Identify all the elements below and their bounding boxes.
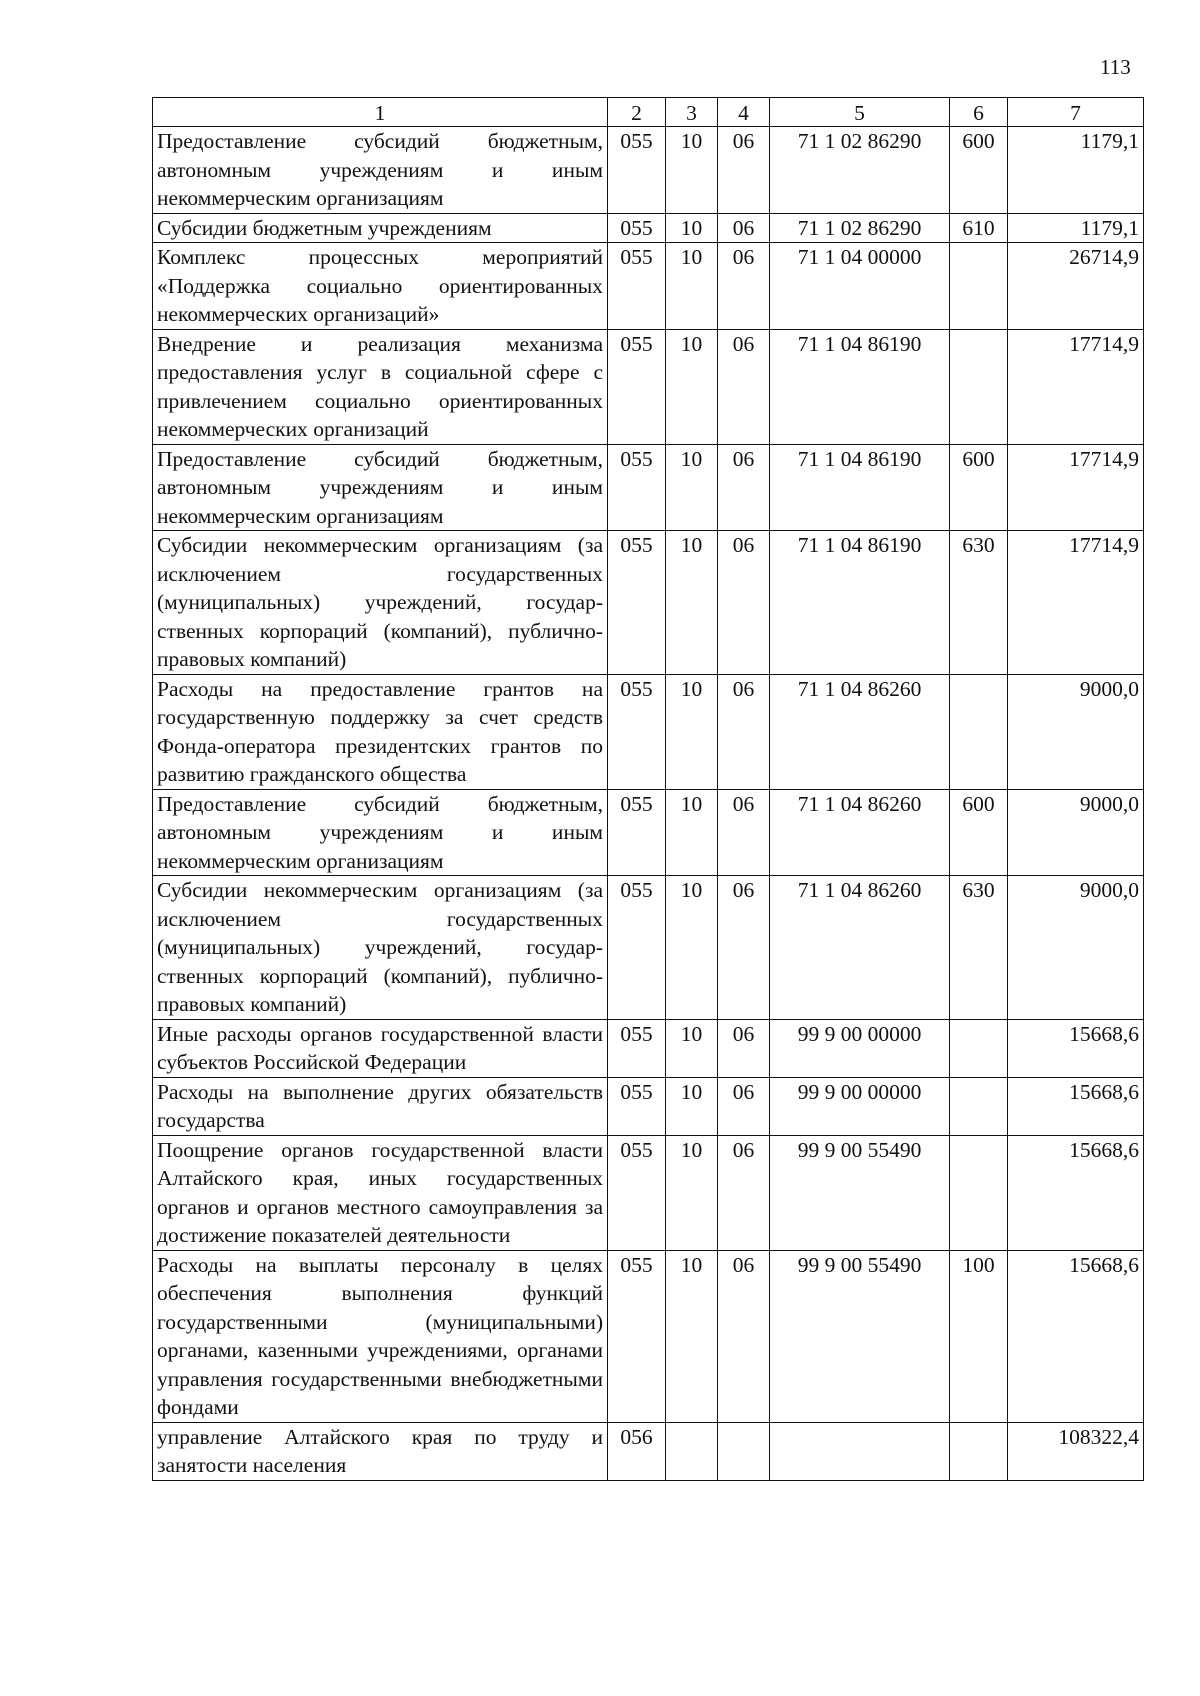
subsection-code-cell [718,1422,770,1480]
table-row [153,329,1144,444]
ministry-code-cell: 055 [608,329,666,444]
ministry-code-cell: 055 [608,1135,666,1250]
column-header-1: 1 [153,98,608,127]
section-code-cell: 10 [666,329,718,444]
subsection-code-cell: 06 [718,531,770,675]
expense-name-cell: Предоставление субсидий бюджетным, автономным учреждениям и иным некоммерческим организациям [153,127,608,214]
ministry-code-cell: 055 [608,531,666,675]
page-number: 113 [1100,55,1131,79]
target-article-cell: 71 1 04 86190 [770,329,950,444]
subsection-code-cell: 06 [718,674,770,789]
section-code-cell: 10 [666,127,718,214]
table-row [153,127,1144,214]
ministry-code-cell: 055 [608,674,666,789]
subsection-code-cell: 06 [718,243,770,330]
budget-table [152,97,1144,1481]
target-article-cell: 99 9 00 00000 [770,1077,950,1135]
target-article-cell: 99 9 00 55490 [770,1135,950,1250]
section-code-cell: 10 [666,1135,718,1250]
amount-cell: 108322,4 [1008,1422,1144,1480]
expense-name-cell: Предоставление субсидий бюджетным, автономным учреждениям и иным некоммерческим организациям [153,789,608,876]
table-row [153,1077,1144,1135]
subsection-code-cell: 06 [718,329,770,444]
section-code-cell: 10 [666,789,718,876]
ministry-code-cell: 056 [608,1422,666,1480]
ministry-code-cell: 055 [608,789,666,876]
amount-cell: 1179,1 [1008,213,1144,243]
expense-type-cell [950,674,1008,789]
expense-type-cell: 100 [950,1250,1008,1422]
target-article-cell: 71 1 04 00000 [770,243,950,330]
expense-type-cell: 610 [950,213,1008,243]
amount-cell: 15668,6 [1008,1135,1144,1250]
subsection-code-cell: 06 [718,789,770,876]
amount-cell: 17714,9 [1008,531,1144,675]
expense-name-cell: Расходы на выплаты персоналу в целях обеспечения выполнения функций государственными (муниципальными) органами, казенными учреждениями, органами управления государственными внебюджетными фондами [153,1250,608,1422]
ministry-code-cell: 055 [608,213,666,243]
amount-cell: 15668,6 [1008,1019,1144,1077]
amount-cell: 15668,6 [1008,1250,1144,1422]
table-row [153,213,1144,243]
column-header-2: 2 [608,98,666,127]
expense-name-cell: Внедрение и реализация механизма предоставления услуг в социальной сфере с привлечением социально ориентированных некоммерческих организаций [153,329,608,444]
target-article-cell: 99 9 00 00000 [770,1019,950,1077]
expense-name-cell: Предоставление субсидий бюджетным, автономным учреждениям и иным некоммерческим организациям [153,444,608,531]
expense-name-cell: Иные расходы органов государственной власти субъектов Российской Федерации [153,1019,608,1077]
subsection-code-cell: 06 [718,1250,770,1422]
expense-name-cell: Субсидии некоммерческим организациям (за исключением государственных (муниципальных) учреждений, государственных корпораций (компаний), публично-правовых компаний) [153,531,608,675]
target-article-cell: 99 9 00 55490 [770,1250,950,1422]
table-row [153,876,1144,1020]
table-body [153,127,1144,1481]
amount-cell: 17714,9 [1008,444,1144,531]
ministry-code-cell: 055 [608,1019,666,1077]
subsection-code-cell: 06 [718,1077,770,1135]
expense-type-cell [950,243,1008,330]
ministry-code-cell: 055 [608,876,666,1020]
target-article-cell: 71 1 04 86190 [770,531,950,675]
expense-type-cell: 630 [950,531,1008,675]
section-code-cell [666,1422,718,1480]
table-row [153,1422,1144,1480]
expense-type-cell [950,329,1008,444]
expense-type-cell [950,1077,1008,1135]
target-article-cell: 71 1 02 86290 [770,213,950,243]
amount-cell: 9000,0 [1008,674,1144,789]
section-code-cell: 10 [666,1077,718,1135]
subsection-code-cell: 06 [718,1019,770,1077]
expense-type-cell: 630 [950,876,1008,1020]
expense-type-cell [950,1422,1008,1480]
ministry-code-cell: 055 [608,1250,666,1422]
target-article-cell: 71 1 04 86260 [770,674,950,789]
table-row [153,1250,1144,1422]
table-row [153,243,1144,330]
section-code-cell: 10 [666,1250,718,1422]
target-article-cell: 71 1 04 86260 [770,789,950,876]
expense-type-cell [950,1135,1008,1250]
table-row [153,1019,1144,1077]
section-code-cell: 10 [666,674,718,789]
ministry-code-cell: 055 [608,243,666,330]
expense-name-cell: Расходы на выполнение других обязательств государства [153,1077,608,1135]
expense-name-cell: Поощрение органов государственной власти Алтайского края, иных государственных органов и органов местного самоуправления за достижение показателей деятельности [153,1135,608,1250]
expense-name-cell: Комплекс процессных мероприятий «Поддержка социально ориентированных некоммерческих организаций» [153,243,608,330]
table-row [153,531,1144,675]
column-header-5: 5 [770,98,950,127]
ministry-code-cell: 055 [608,444,666,531]
expense-type-cell: 600 [950,444,1008,531]
table-row [153,674,1144,789]
section-code-cell: 10 [666,1019,718,1077]
expense-name-cell: управление Алтайского края по труду и занятости населения [153,1422,608,1480]
table-header-row [153,98,1144,127]
expense-name-cell: Субсидии бюджетным учреждениям [153,213,608,243]
subsection-code-cell: 06 [718,127,770,214]
expense-type-cell: 600 [950,789,1008,876]
section-code-cell: 10 [666,876,718,1020]
column-header-3: 3 [666,98,718,127]
column-header-7: 7 [1008,98,1144,127]
target-article-cell: 71 1 02 86290 [770,127,950,214]
target-article-cell: 71 1 04 86260 [770,876,950,1020]
expense-name-cell: Расходы на предоставление грантов на государственную поддержку за счет средств Фонда-оператора президентских грантов по развитию гражданского общества [153,674,608,789]
ministry-code-cell: 055 [608,1077,666,1135]
target-article-cell [770,1422,950,1480]
subsection-code-cell: 06 [718,1135,770,1250]
subsection-code-cell: 06 [718,876,770,1020]
ministry-code-cell: 055 [608,127,666,214]
subsection-code-cell: 06 [718,444,770,531]
amount-cell: 9000,0 [1008,876,1144,1020]
subsection-code-cell: 06 [718,213,770,243]
section-code-cell: 10 [666,213,718,243]
table-row [153,789,1144,876]
section-code-cell: 10 [666,243,718,330]
amount-cell: 26714,9 [1008,243,1144,330]
table-row [153,444,1144,531]
column-header-4: 4 [718,98,770,127]
column-header-6: 6 [950,98,1008,127]
amount-cell: 17714,9 [1008,329,1144,444]
amount-cell: 9000,0 [1008,789,1144,876]
amount-cell: 15668,6 [1008,1077,1144,1135]
table-row [153,1135,1144,1250]
section-code-cell: 10 [666,531,718,675]
target-article-cell: 71 1 04 86190 [770,444,950,531]
expense-type-cell [950,1019,1008,1077]
expense-type-cell: 600 [950,127,1008,214]
expense-name-cell: Субсидии некоммерческим организациям (за исключением государственных (муниципальных) учреждений, государственных корпораций (компаний), публично-правовых компаний) [153,876,608,1020]
amount-cell: 1179,1 [1008,127,1144,214]
section-code-cell: 10 [666,444,718,531]
